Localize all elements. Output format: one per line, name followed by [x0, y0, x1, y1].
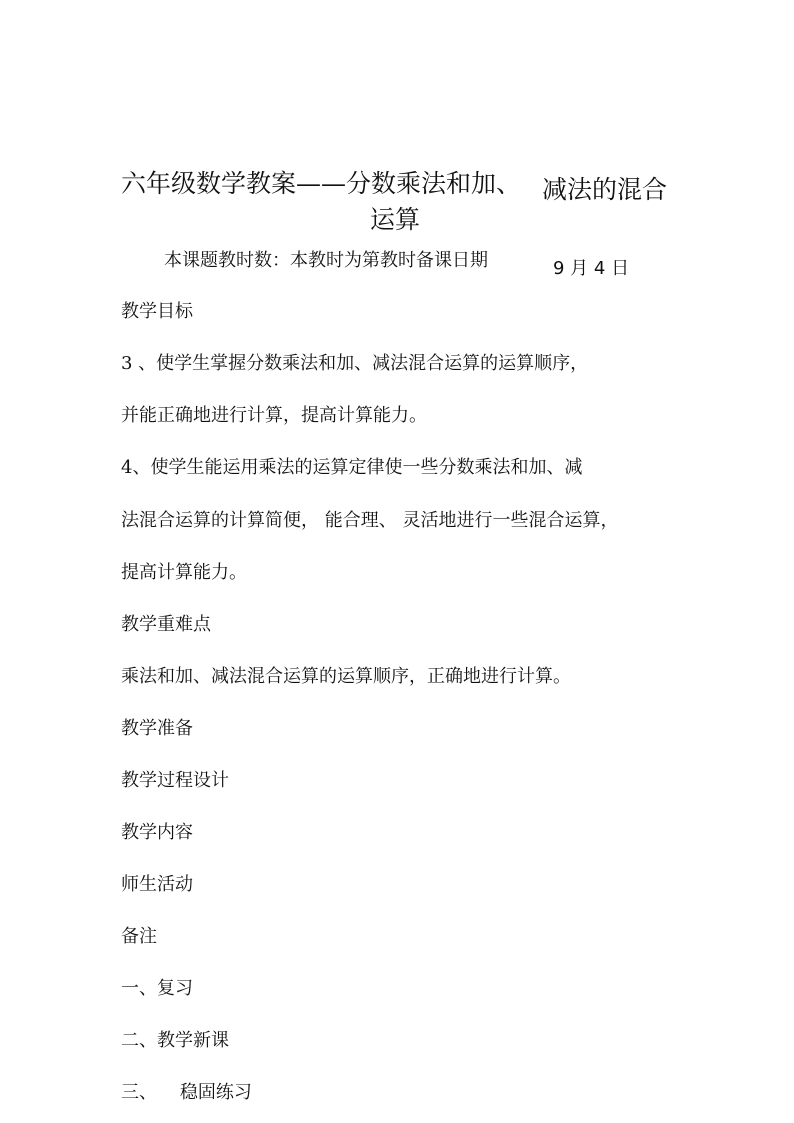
section-heading-process-design: 教学过程设计 [121, 770, 229, 791]
objective-4-line-2: 法混合运算的计算简便， 能合理、 灵活地进行一些混合运算， [121, 510, 619, 531]
section-heading-key-points: 教学重难点 [121, 614, 211, 635]
section-heading-notes: 备注 [121, 926, 157, 947]
section-heading-content: 教学内容 [121, 822, 193, 843]
objective-4-line-3: 提高计算能力。 [121, 562, 247, 583]
section-heading-objectives: 教学目标 [121, 301, 193, 322]
objective-4-line-1: 4、使学生能运用乘法的运算定律使一些分数乘法和加、减 [121, 457, 583, 478]
section-heading-activities: 师生活动 [121, 874, 193, 895]
key-points-text: 乘法和加、减法混合运算的运算顺序，正确地进行计算。 [121, 666, 571, 687]
step-2-new-lesson: 二、教学新课 [121, 1030, 229, 1051]
lesson-date: 9 月 4 日 [553, 258, 630, 279]
objective-3-line-1: 3 、使学生掌握分数乘法和加、减法混合运算的运算顺序， [121, 353, 589, 374]
title-line-1: 六年级数学教案——分数乘法和加、 [121, 169, 522, 198]
step-3-practice: 三、 稳固练习 [121, 1082, 252, 1103]
step-1-review: 一、复习 [121, 978, 193, 999]
title-line-1-continued: 减法的混合 [542, 175, 668, 204]
objective-3-line-2: 并能正确地进行计算，提高计算能力。 [121, 405, 427, 426]
lesson-info-label: 本课题教时数：本教时为第教时备课日期 [164, 250, 488, 271]
section-heading-preparation: 教学准备 [121, 718, 193, 739]
title-line-2: 运算 [370, 205, 421, 234]
